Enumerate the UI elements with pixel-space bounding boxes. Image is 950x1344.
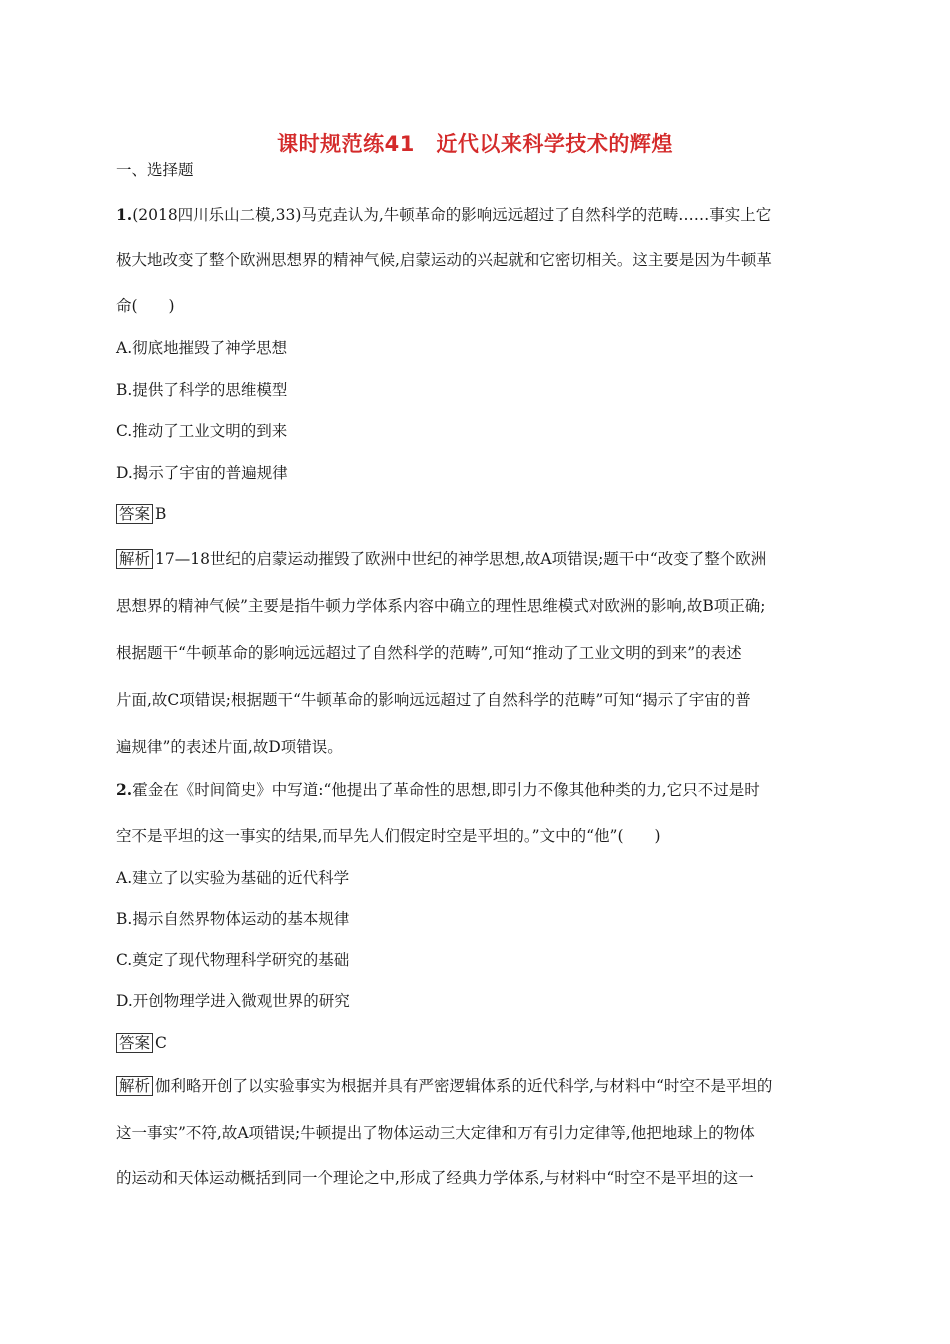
question-1-analysis-line-2: 思想界的精神气候”主要是指牛顿力学体系内容中确立的理性思维模式对欧洲的影响,故B项正确; — [116, 597, 766, 615]
question-2-number: 2. — [116, 780, 133, 799]
question-1-option-b: B.提供了科学的思维模型 — [116, 381, 288, 399]
question-2-analysis-line-2: 这一事实”不符,故A项错误;牛顿提出了物体运动三大定律和万有引力定律等,他把地球上的物体 — [116, 1124, 755, 1142]
question-1-analysis-line-1: 解析 17—18世纪的启蒙运动摧毁了欧洲中世纪的神学思想,故A项错误;题干中“改变了整个欧洲 — [116, 549, 836, 569]
question-1-option-a: A.彻底地摧毁了神学思想 — [116, 339, 288, 357]
question-1-analysis-line-3: 根据题干“牛顿革命的影响远远超过了自然科学的范畴”,可知“推动了工业文明的到来”的表述 — [116, 644, 742, 662]
question-2-analysis-line-1: 解析 伽利略开创了以实验事实为根据并具有严密逻辑体系的近代科学,与材料中“时空不是平坦的 — [116, 1076, 836, 1096]
question-1-stem-line-2: 极大地改变了整个欧洲思想界的精神气候,启蒙运动的兴起就和它密切相关。这主要是因为牛顿革 — [116, 251, 772, 269]
question-1-analysis-line-4: 片面,故C项错误;根据题干“牛顿革命的影响远远超过了自然科学的范畴”可知“揭示了宇宙的普 — [116, 691, 751, 709]
question-2-stem-line-1: 2.霍金在《时间简史》中写道:“他提出了革命性的思想,即引力不像其他种类的力,它只不过是时 — [116, 780, 760, 799]
question-2-option-d: D.开创物理学进入微观世界的研究 — [116, 992, 350, 1010]
question-2-answer — [116, 1033, 836, 1053]
question-1-option-d: D.揭示了宇宙的普遍规律 — [116, 464, 288, 482]
answer-label: 答案 — [116, 504, 153, 524]
answer-value: C — [155, 1034, 167, 1052]
page-title: 课时规范练41 近代以来科学技术的辉煌 — [277, 132, 673, 156]
question-1-stem-line-1: 1.(2018四川乐山二模,33)马克垚认为,牛顿革命的影响远远超过了自然科学的范畴……事实上它 — [116, 205, 772, 224]
question-2-option-c: C.奠定了现代物理科学研究的基础 — [116, 951, 350, 969]
question-1-number: 1. — [116, 205, 133, 224]
analysis-label: 解析 — [116, 549, 153, 569]
analysis-label: 解析 — [116, 1076, 153, 1096]
answer-value: B — [155, 505, 167, 523]
question-1-analysis-line-5: 遍规律”的表述片面,故D项错误。 — [116, 738, 343, 756]
section-heading: 一、选择题 — [116, 161, 194, 179]
question-2-analysis-line-3: 的运动和天体运动概括到同一个理论之中,形成了经典力学体系,与材料中“时空不是平坦的这一 — [116, 1169, 754, 1187]
answer-label: 答案 — [116, 1033, 153, 1053]
question-2-option-b: B.揭示自然界物体运动的基本规律 — [116, 910, 350, 928]
question-1-answer — [116, 504, 836, 524]
question-2-stem-line-2: 空不是平坦的这一事实的结果,而早先人们假定时空是平坦的。”文中的“他”( ) — [116, 827, 661, 845]
question-1-option-c: C.推动了工业文明的到来 — [116, 422, 288, 440]
question-2-option-a: A.建立了以实验为基础的近代科学 — [116, 869, 350, 887]
question-1-stem-line-3: 命( ) — [116, 297, 175, 315]
